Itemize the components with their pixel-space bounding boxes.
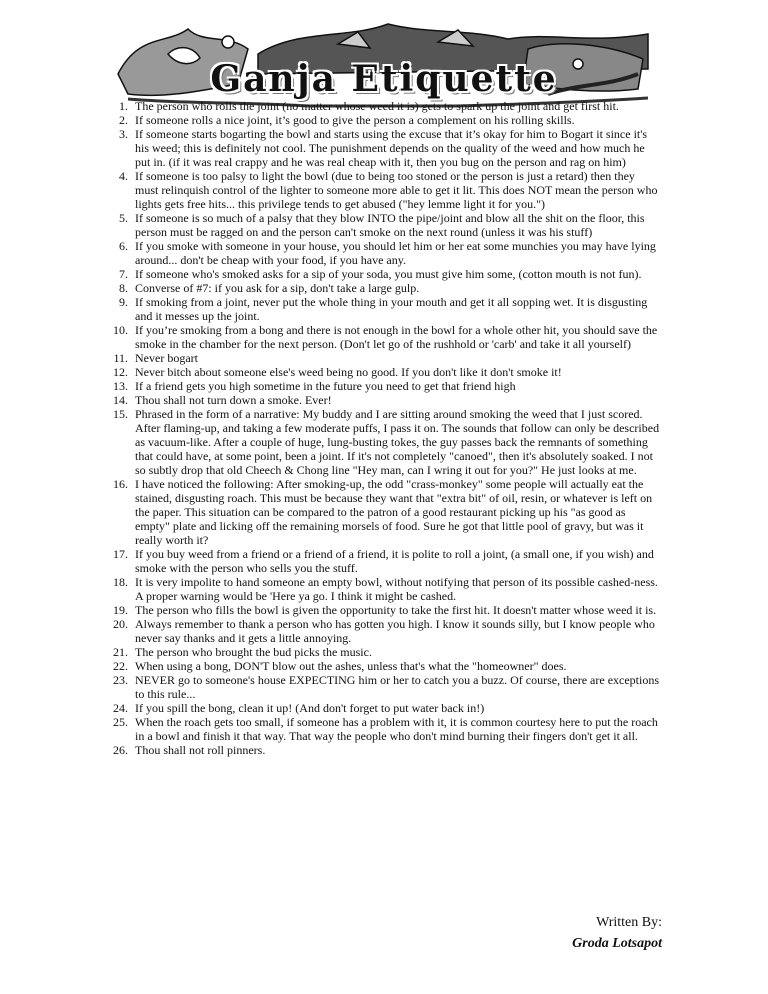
item-number: 21. — [113, 645, 128, 659]
item-text: If you buy weed from a friend or a friend of a friend, it is polite to roll a joint, (a small one, if you wish) and smoke with the person who sells you the stuff. — [135, 547, 654, 575]
item-number: 5. — [119, 211, 128, 225]
item-number: 2. — [119, 113, 128, 127]
list-item — [108, 659, 660, 673]
list-item — [108, 211, 660, 239]
list-item — [108, 715, 660, 743]
item-text: Thou shall not roll pinners. — [135, 743, 266, 757]
item-text: When using a bong, DON'T blow out the ashes, unless that's what the "homeowner" does. — [135, 659, 567, 673]
list-item — [108, 477, 660, 547]
list-item — [108, 127, 660, 169]
author-name: Groda Lotsapot — [572, 936, 662, 951]
list-item — [108, 365, 660, 379]
item-text: NEVER go to someone's house EXPECTING him or her to catch you a buzz. Of course, there are exceptions to this rule... — [135, 673, 660, 701]
item-number: 3. — [119, 127, 128, 141]
item-number: 10. — [113, 323, 128, 337]
page-title: Ganja Etiquette — [210, 58, 558, 100]
item-text: If someone starts bogarting the bowl and starts using the excuse that it’s okay for him to Bogart it since it's his weed; this is definitely not cool. The punishment depends on the quality of the weed and how much he put in. (if it was real crappy and he was real cheap with it, then you bug on the person and rag on him) — [135, 127, 648, 169]
item-number: 25. — [113, 715, 128, 729]
list-item — [108, 547, 660, 575]
item-text: Thou shall not turn down a smoke. Ever! — [135, 393, 332, 407]
list-item — [108, 603, 660, 617]
item-number: 26. — [113, 743, 128, 757]
item-number: 18. — [113, 575, 128, 589]
item-text: If someone is too palsy to light the bowl (due to being too stoned or the person is just a retard) then they must relinquish control of the lighter to someone more able to get it lit. This does NOT mean the person who lights gets free hits... this privilege tends to get abused ("hey lemme light it for you.") — [135, 169, 658, 211]
list-item — [108, 267, 660, 281]
item-number: 22. — [113, 659, 128, 673]
item-text: Phrased in the form of a narrative: My buddy and I are sitting around smoking the weed that I just scored. After flaming-up, and taking a few moderate puffs, I pass it on. The sounds that follow can only be described as vacuum-like. After a couple of huge, lung-busting tokes, the guy passes back the remnants of something that could have, at some point, been a joint. If it's not completely "canoed", then it's absolutely soaked. I not so subtly drop that old Cheech & Chong line "Hey man, can I wring it out for you?" He just looks at me. — [135, 407, 660, 477]
list-item — [108, 393, 660, 407]
list-item — [108, 617, 660, 645]
item-text: If someone is so much of a palsy that they blow INTO the pipe/joint and blow all the shit on the floor, this person must be ragged on and the person can't smoke on the next round (unless it was his stuff) — [135, 211, 645, 239]
rules-list — [108, 99, 660, 757]
item-number: 11. — [113, 351, 128, 365]
item-number: 14. — [113, 393, 128, 407]
list-item — [108, 407, 660, 477]
list-item — [108, 99, 660, 113]
list-item — [108, 379, 660, 393]
list-item — [108, 323, 660, 351]
item-number: 7. — [119, 267, 128, 281]
list-item — [108, 575, 660, 603]
item-text: The person who rolls the joint (no matter whose weed it is) gets to spark up the joint and get first hit. — [135, 99, 619, 113]
item-number: 20. — [113, 617, 128, 631]
item-text: I have noticed the following: After smoking-up, the odd "crass-monkey" some people will actually eat the stained, disgusting roach. This must be because they want that "extra bit" of oil, resin, or whatever is left on the paper. This situation can be compared to the patron of a good restaurant picking up his "as good as empty" plate and licking off the remaining morsels of food. Sure he got that little pool of gravy, but was it really worth it? — [135, 477, 653, 547]
list-item — [108, 281, 660, 295]
item-number: 17. — [113, 547, 128, 561]
item-number: 16. — [113, 477, 128, 491]
item-number: 23. — [113, 673, 128, 687]
item-text: If you smoke with someone in your house, you should let him or her eat some munchies you may have lying around... don't be cheap with your food, if you have any. — [135, 239, 656, 267]
list-item — [108, 169, 660, 211]
item-text: If smoking from a joint, never put the whole thing in your mouth and get it all sopping wet. It is disgusting and it messes up the joint. — [135, 295, 648, 323]
item-text: Never bogart — [135, 351, 198, 365]
item-text: Always remember to thank a person who has gotten you high. I know it sounds silly, but I know people who never say thanks and it gets a little annoying. — [135, 617, 655, 645]
list-item — [108, 351, 660, 365]
list-item — [108, 295, 660, 323]
item-number: 13. — [113, 379, 128, 393]
signature-label: Written By: — [596, 915, 662, 930]
list-item — [108, 645, 660, 659]
item-number: 12. — [113, 365, 128, 379]
item-number: 4. — [119, 169, 128, 183]
list-item — [108, 743, 660, 757]
item-text: If a friend gets you high sometime in the future you need to get that friend high — [135, 379, 516, 393]
list-item — [108, 113, 660, 127]
item-text: Never bitch about someone else's weed being no good. If you don't like it don't smoke it! — [135, 365, 562, 379]
item-number: 8. — [119, 281, 128, 295]
item-text: The person who brought the bud picks the music. — [135, 645, 372, 659]
signature-block — [572, 912, 662, 954]
item-text: It is very impolite to hand someone an empty bowl, without notifying that person of its possible cashed-ness. A proper warning would be 'Here ya go. I think it might be cashed. — [135, 575, 658, 603]
item-number: 9. — [119, 295, 128, 309]
item-text: If someone who's smoked asks for a sip of your soda, you must give him some, (cotton mouth is not fun). — [135, 267, 642, 281]
item-text: When the roach gets too small, if someone has a problem with it, it is common courtesy here to put the roach in a bowl and finish it that way. That way the people who don't mind burning their fingers don't get it all. — [135, 715, 658, 743]
list-item — [108, 239, 660, 267]
item-number: 19. — [113, 603, 128, 617]
item-number: 6. — [119, 239, 128, 253]
item-number: 1. — [119, 99, 128, 113]
item-text: If you’re smoking from a bong and there is not enough in the bowl for a whole other hit, you should save the smoke in the chamber for the next person. (Don't let go of the rushhold or 'carb' and take it all yourself) — [135, 323, 658, 351]
list-item — [108, 673, 660, 701]
item-text: The person who fills the bowl is given the opportunity to take the first hit. It doesn't matter whose weed it is. — [135, 603, 657, 617]
list-item — [108, 701, 660, 715]
item-number: 24. — [113, 701, 128, 715]
item-text: If you spill the bong, clean it up! (And don't forget to put water back in!) — [135, 701, 485, 715]
item-text: Converse of #7: if you ask for a sip, don't take a large gulp. — [135, 281, 420, 295]
item-number: 15. — [113, 407, 128, 421]
item-text: If someone rolls a nice joint, it’s good to give the person a complement on his rolling skills. — [135, 113, 575, 127]
